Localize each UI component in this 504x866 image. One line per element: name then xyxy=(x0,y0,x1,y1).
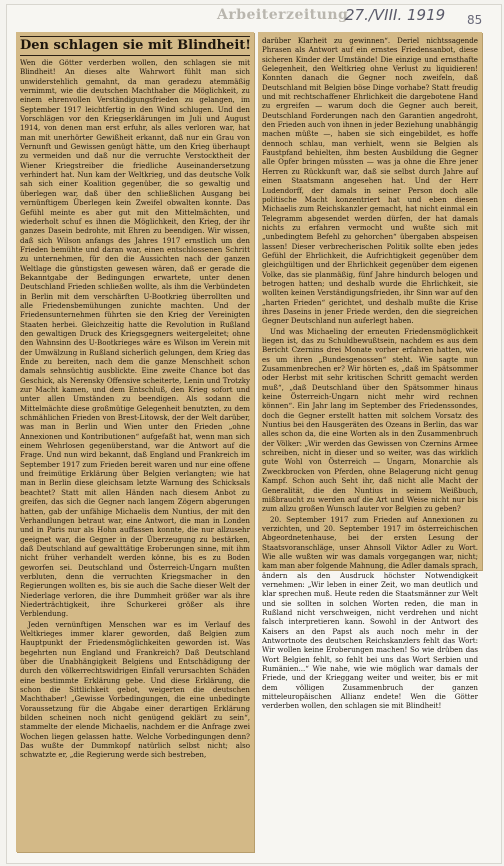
paragraph: 20. September 1917 zum Frieden auf Annexionen zu verzichten, und 20. September 1917 im österreichischen Abgeordnetenhause, bei der ersten Lesung der Staatsvoranschläge, unser Ahnsoll Viktor Adler zu Wort. Wie alle wußten wir was damals vorgegangen war, nicht; kam man aber folgende Mahnung, die Adler damals sprach, ändern als den Ausdruck höchster Notwendigkeit vernehmen: „Wir leben in einer Zeit, wo man deutlich und klar sprechen muß. Heute reden die Staatsmänner zur Welt und sie sollten in solchen Worten reden, die man in Rußland nicht verschweigen, nicht verdrehen und nicht falsch interpretieren kann. Sowohl in der Antwort des Kaisers an den Papst als auch noch mehr in der Antwortnote des deutschen Reichskanzlers fehlt das Wort: Wir wollen keine Eroberungen machen! So wie drüben das Wort Belgien fehlt, so fehlt bei uns das Wort Serbien und Rumänien...“ Wie nahe, wie wie möglich war damals der Friede, und der Krieggang weiter und weiter, bis er mit dem völligen Zusammenbruch der ganzen mitteleuropäischen Allianz endete! Wen die Götter verderben wollen, den schlagen sie mit Blindheit! xyxy=(262,514,478,711)
article-column-right xyxy=(262,36,478,711)
paragraph: Und was Michaeling der erneuten Friedensmöglichkeit liegen ist, das zu Schuldbewußtsein, nachdem es aus dem Bericht Czernins drei Monate vorher erfahren hatten, wie es um ihren „Bundesgenossen“ steht. Wie sagte nun Zusammenbrechen er? Wir hörten es, „daß im Spätsommer oder Herbst mit sehr kritischen Schritt gemacht werden muß“, „daß Deutschland über den Spätsommer hinaus keine Österreich-Ungarn nicht mehr wird rechnen können“. Ein Jahr lang im September des Friedenssondes, doch die Gegner erstellt hatten mit solchem Vorsatz des Nuntius bei den Hausgeräten des Ozeans in Berlin, das war alles schon da, die eine Worten als in den Zusammenbruch der Völker: „Wir werden das Gewissen von Czernins Armee schreiben, nicht in dieser und so weiter, was das wirklich gute Wohl von Österreich — Ungarn, Monarchie als Zweckbrocken von Pferden, ohne Belagerung nicht genug Kampf. Schon auch Seht ihr, daß nicht alle Macht der Generalität, die den Nuntius in seinem Weißbuch, mißbraucht zu werden auf die Art und Weise nicht nur bis zum allzu großen Wunsch lauter vor Belgien zu geben? xyxy=(262,326,478,514)
paragraph: Jeden vernünftigen Menschen war es im Verlauf des Weltkrieges immer klarer geworden, daß Belgien zum Hauptpunkt der Friedensmöglichkeiten geworden ist. Was begehrten nun England und Frankreich? Daß Deutschland über die Unabhängigkeit Belgiens und Entschädigung der durch den völkerrechtswidrigen Einfall verursachten Schäden eine bestimmte Erklärung gebe. Und diese Erklärung, die schon die Sittlichkeit gebot, weigerten die deutschen Machthaber! „Gewisse Vorbedingungen, die eine unbedingte Voraussetzung für die Abgabe einer derartigen Erklärung bilden scheinen noch nicht genügend geklärt zu sein“, stammelte der elende Michaelis, nachdem er die Anfrage zwei Wochen liegen gelassen hatte. Welche Vorbedingungen denn? Das wußte der Dummkopf natürlich selbst nicht; also schwatzte er, „die Regierung werde sich bestreben, xyxy=(20,619,250,760)
article-title: Den schlagen sie mit Blindheit! xyxy=(20,36,250,56)
paragraph: Wen die Götter verderben wollen, den schlagen sie mit Blindheit! An dieses alte Wahrwort fühlt man sich unwiderstehlich gemahnt, da man geradezu atemmäßig vernimmt, wie die deutschen Machthaber die Möglichkeit, zu einem ehrenvollen Verständigungsfrieden zu gelangen, im September 1917 leichtfertig in den Wind schlugen. Und den Vorschlägen vor den Kriegserklärungen im Juli und August 1914, von denen man erst erfuhr, als alles verloren war, hat man mit unerhörter Gewißheit erkannt, daß nur ein Grau von Vernunft und Gewissen genügt hätte, um den Krieg überhaupt zu vermeiden und daß nur die verruchte Verstocktheit der Wiener Kriegstreiber die friedliche Auseinandersetzung verhindert hat. Nun kam der Weltkrieg, und das deutsche Volk sah sich einer Koalition gegenüber, die so gewaltig und überlegen war, daß über den schließlichen Ausgang bei vernünftigem Überlegen kein Zweifel obwalten konnte. Das Gefühl meinte es aber gut mit den Mittelmächten, und wiederholt schuf es ihnen die Möglichkeit, den Krieg, der ihr ganzes Dasein bedrohte, mit Ehren zu beendigen. Wir wissen, daß sich Wilson anfangs des Jahres 1917 ernstlich um den Frieden bemühte und daran war, einen entschlossenen Schritt zu unternehmen, für den die Aussichten nach der ganzen Weltlage die günstigsten gewesen wären, daß er gerade die Bekanntgabe der Bedingungen erwartete, unter denen Deutschland Frieden schließen wollte, als ihm die Verbündeten in Berlin mit dem verschärften U-Bootkrieg überrollten und alle Friedensbemühungen zunichte machten. Und der Friedensunternehmen führten sie den Krieg der Vereinigten Staaten herbei. Gleichzeitig hatte die Revolution in Rußland den gewaltigen Druck des Kriegsgegners weitergeleitet; ohne den Wahnsinn des U-Bootkrieges wäre es Wilson im Verein mit der Umwälzung in Rußland sicherlich gelungen, dem Krieg das Ende zu bereiten, nach dem die ganze Menschheit schon damals sehnsüchtig ausblickte. Eine zweite Chance bot das Geschick, als Nerensky Offensive scheiterte, Lenin und Trotzky zur Macht kamen, und dem Entschluß, den Krieg sofort und unter allen Umständen zu beendigen. Als sodann die Mittelmächte diese großmütige Gelegenheit benutzten, zu dem schmählichen Frieden von Brest-Litowsk, der der Welt darüber, was man in Berlin und Wien unter den Frieden „ohne Annexionen und Kontributionen“ aufgefaßt hat, wenn man sich einem Wehrlosen gegenüberstand, war die Antwort auf die Frage. Und nun wird bekannt, daß England und Frankreich im September 1917 zum Frieden bereit waren und nur eine offene und freimütige Erklärung über Belgien verlangten; wie hat man in Berlin diese gleichsam letzte Warnung des Schicksals beachtet? Statt mit allen Händen nach diesem Anbot zu greifen, das sich die Gegner nach langem Zögern abgerungen hatten, gab der unfähige Michaelis dem Nuntius, der mit den Verhandlungen betraut war, eine Antwort, die man in Londen und in Paris nur als Hohn auffassen konnte, die nur allzusehr geeignet war, die Gegner in der Überzeugung zu bestärken, daß Deutschland auf gewalttätige Eroberungen sinne, mit ihm nicht früher verhandelt werden könne, bis es zu Boden geworfen sei. Deutschland und Österreich-Ungarn mußten verbluten, denn die verruchten Kriegsmacher in den Regierungen wollten es, bis sie auch die Sache dieser Welt der Niederlage verloren, die ihre Dummheit größer war als ihre Niederträchtigkeit, ihre Schurkerei größer als ihre Verblendung. xyxy=(20,58,250,619)
newspaper-stamp: Arbeiterzeitung xyxy=(217,7,349,23)
handwritten-date: 27./VIII. 1919 xyxy=(345,6,446,24)
article-column-left xyxy=(20,58,250,848)
page-number: 85 xyxy=(467,13,483,27)
newspaper-clipping-right xyxy=(258,32,482,711)
newspaper-clipping-left xyxy=(16,32,254,852)
paragraph: darüber Klarheit zu gewinnen“. Deriel nichtssagende Phrasen als Antwort auf ein ernstes Friedensanbot, diese sicheren Kinder der Umstände! Die einzige und ernsthafte Gelegenheit, den Weltkrieg ohne Verlust zu liquidieren! Konnten danach die Gegner noch zweifeln, daß Deutschland mit Belgien böse Dinge vorhabe? Statt freudig und mit rechtschaffener Ehrlichkeit die dargebotene Hand zu ergreifen — warum doch die Gegner auch bereit, Deutschland Forderungen nach den Garantien angedroht, den Frieden auch von ihnen in jeder Beziehung unabhängig machen müßte —, haben sie sich eingebildet, es hoffe dennoch schlau, man verhielt, wenn sie Belgien als Faustpfand behielten, ihm besten Ausbildung die Gegner alle Opfer bringen müssten — was ja ohne die Ehre jener Herren zu Rückkunft war, daß sie selbst durch Jahre auf einen Staatsmann angesehen hat. Und der Herr Ludendorff, der damals in seiner Person doch alle politische Macht konzentriert hat und eben diesen Michaelis zum Reichskanzler gemacht, hat nicht einmal ein Telegramm abgesendet werden dürfen, der hat damals nichts zu erfahren vermocht und wußte sich mit „unbedingtem Befehl zu gehorchen“ übergaben abspeisen lassen! Dieser verbrecherischen Politik sollte eben jedes Gefühl der Ehrlichkeit, die Aufrichtigkeit gegenüber dem gleichgültigen und der Ehrlichkeit gegenüber dem eigenen Volke, das sie planmäßig, fünf Jahre hindurch belogen und betrogen hatten; und deshalb wurde die Ehrlichkeit, sie wollten keinen Verständigungsfrieden, ihr Sinn war auf den „harten Frieden“ gerichtet, und deshalb mußte die Krise ihres Daseins in jener Friede werden, den die siegreichen Gegner Deutschland nun auferlegt haben. xyxy=(262,36,478,326)
